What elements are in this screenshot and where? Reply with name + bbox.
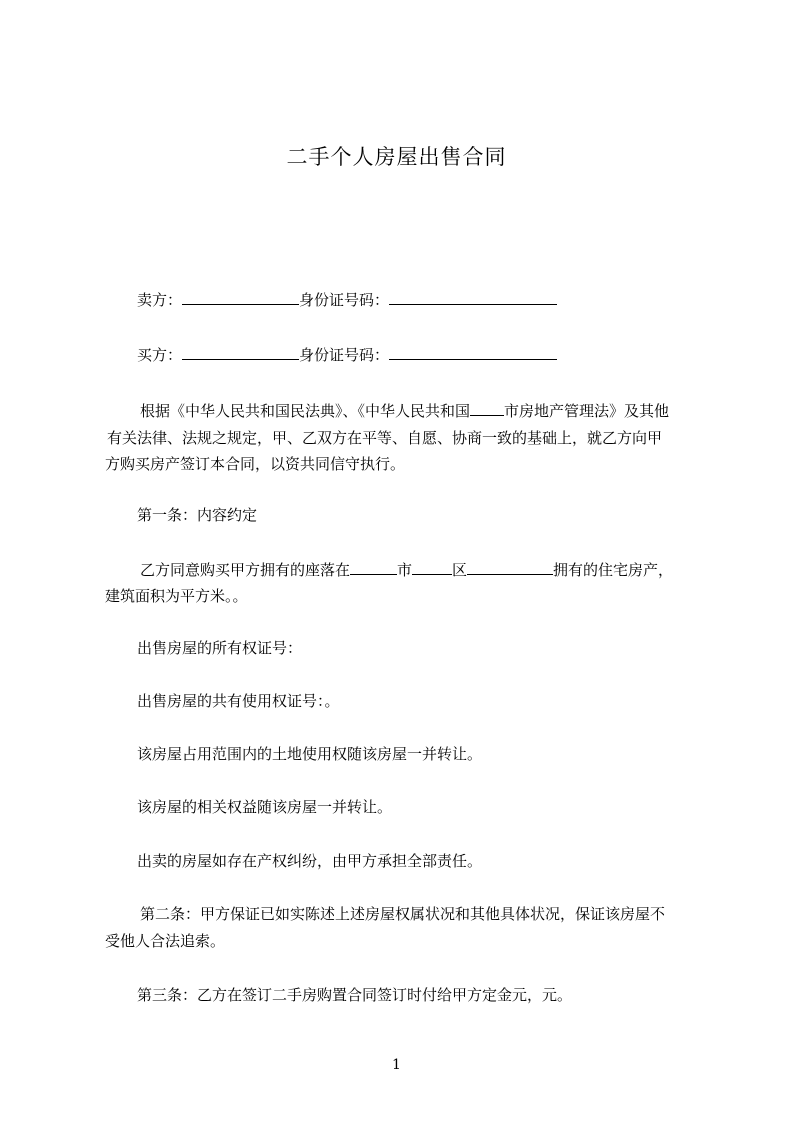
- preamble-line-1: [140, 401, 669, 421]
- buyer-id-blank: [389, 345, 557, 360]
- related-rights-clause: 该房屋的相关权益随该房屋一并转让。: [137, 798, 393, 816]
- property-dispute-clause: 出卖的房屋如存在产权纠纷，由甲方承担全部责任。: [137, 852, 483, 870]
- preamble-text-1: 根据《中华人民共和国民法典》、《中华人民共和国: [140, 402, 471, 420]
- district-label: 区: [452, 561, 468, 579]
- article-2-line-2: 受他人合法追索。: [105, 932, 226, 950]
- buyer-name-blank: [182, 345, 299, 360]
- seller-label: 卖方：: [137, 291, 183, 309]
- buyer-label: 买方：: [137, 346, 183, 364]
- city-label: 市: [397, 561, 413, 579]
- preamble-text-2: 市房地产管理法》及其他: [504, 402, 670, 420]
- seller-name-blank: [182, 290, 299, 305]
- land-use-clause: 该房屋占用范围内的土地使用权随该房屋一并转让。: [137, 745, 483, 763]
- seller-id-blank: [389, 290, 557, 305]
- seller-line: [137, 290, 557, 310]
- property-address-blank: [467, 560, 553, 575]
- page-number: 1: [392, 1057, 401, 1073]
- article-1-property-line-1: [140, 560, 673, 580]
- document-title: 二手个人房屋出售合同: [286, 145, 507, 169]
- property-location-text: 乙方同意购买甲方拥有的座落在: [140, 561, 351, 579]
- preamble-line-3: 方购买房产签订本合同，以资共同信守执行。: [105, 455, 406, 473]
- shared-use-certificate: 出售房屋的共有使用权证号：。: [137, 692, 340, 710]
- article-1-heading: 第一条：内容约定: [137, 506, 258, 524]
- ownership-certificate: 出售房屋的所有权证号：: [137, 639, 303, 657]
- article-2-line-1: 第二条：甲方保证已如实陈述上述房屋权属状况和其他具体状况，保证该房屋不: [140, 905, 666, 923]
- property-city-blank: [350, 560, 397, 575]
- preamble-line-2: 有关法律、法规之规定，甲、乙双方在平等、自愿、协商一致的基础上，就乙方向甲: [107, 429, 663, 447]
- city-blank: [470, 401, 504, 416]
- property-district-blank: [412, 560, 452, 575]
- property-owned-text: 拥有的住宅房产，: [553, 561, 674, 579]
- buyer-id-label: 身份证号码：: [299, 346, 390, 364]
- seller-id-label: 身份证号码：: [299, 291, 390, 309]
- article-3-line-1: 第三条：乙方在签订二手房购置合同签订时付给甲方定金元，元。: [137, 986, 573, 1004]
- buyer-line: [137, 345, 557, 365]
- article-1-property-line-2: 建筑面积为平方米。。: [105, 587, 248, 605]
